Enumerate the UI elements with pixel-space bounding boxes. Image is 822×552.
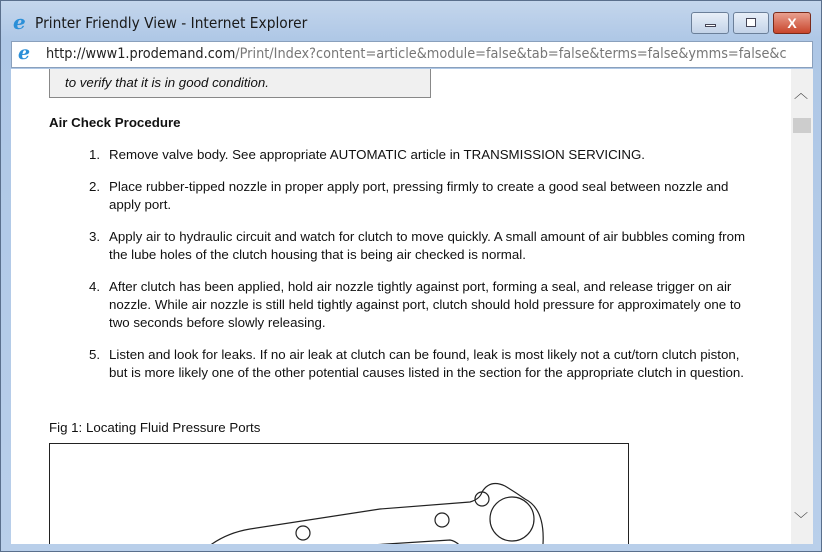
- vertical-scrollbar[interactable]: [791, 69, 813, 544]
- list-item: 3. Apply air to hydraulic circuit and watch for clutch to move quickly. A small amount of air bubbles coming from the lube holes of the clutch housing that is being air checked is normal.: [89, 229, 746, 262]
- window-title: Printer Friendly View - Internet Explorer: [35, 14, 308, 32]
- address-bar[interactable]: [11, 41, 813, 68]
- procedure-steps: [89, 146, 759, 396]
- section-heading: Air Check Procedure: [49, 115, 181, 130]
- chevron-down-icon[interactable]: ﹀: [794, 511, 808, 527]
- minimize-button[interactable]: [691, 12, 729, 34]
- figure-caption: Fig 1: Locating Fluid Pressure Ports: [49, 420, 261, 435]
- internet-explorer-icon: e: [18, 42, 31, 64]
- close-button[interactable]: X: [773, 12, 811, 34]
- note-box: to verify that it is in good condition.: [49, 69, 431, 98]
- scrollbar-thumb[interactable]: [793, 118, 811, 133]
- url-host: http://www1.prodemand.com: [46, 46, 236, 62]
- url-path: /Print/Index?content=article&module=false&tab=false&terms=false&ymms=false&c: [235, 46, 787, 62]
- internet-explorer-icon: e: [13, 10, 26, 34]
- list-item: 5. Listen and look for leaks. If no air leak at clutch can be found, leak is most likely not a cut/torn clutch piston, but is more likely one of the other potential causes listed in the section for the appropriate clutch in question.: [89, 347, 744, 380]
- figure-image: [49, 443, 629, 544]
- chevron-up-icon[interactable]: ︿: [794, 85, 808, 101]
- list-item: 2. Place rubber-tipped nozzle in proper apply port, pressing firmly to create a good seal between nozzle and apply port.: [89, 179, 729, 212]
- restore-button[interactable]: [733, 12, 769, 34]
- list-item: 4. After clutch has been applied, hold air nozzle tightly against port, forming a seal, and release trigger on air nozzle. While air nozzle is still held tightly against port, clutch should hold pressure for approximately one to two seconds before slowly releasing.: [89, 279, 741, 330]
- list-item: 1. Remove valve body. See appropriate AUTOMATIC article in TRANSMISSION SERVICING.: [89, 147, 646, 162]
- page-content: [11, 69, 791, 544]
